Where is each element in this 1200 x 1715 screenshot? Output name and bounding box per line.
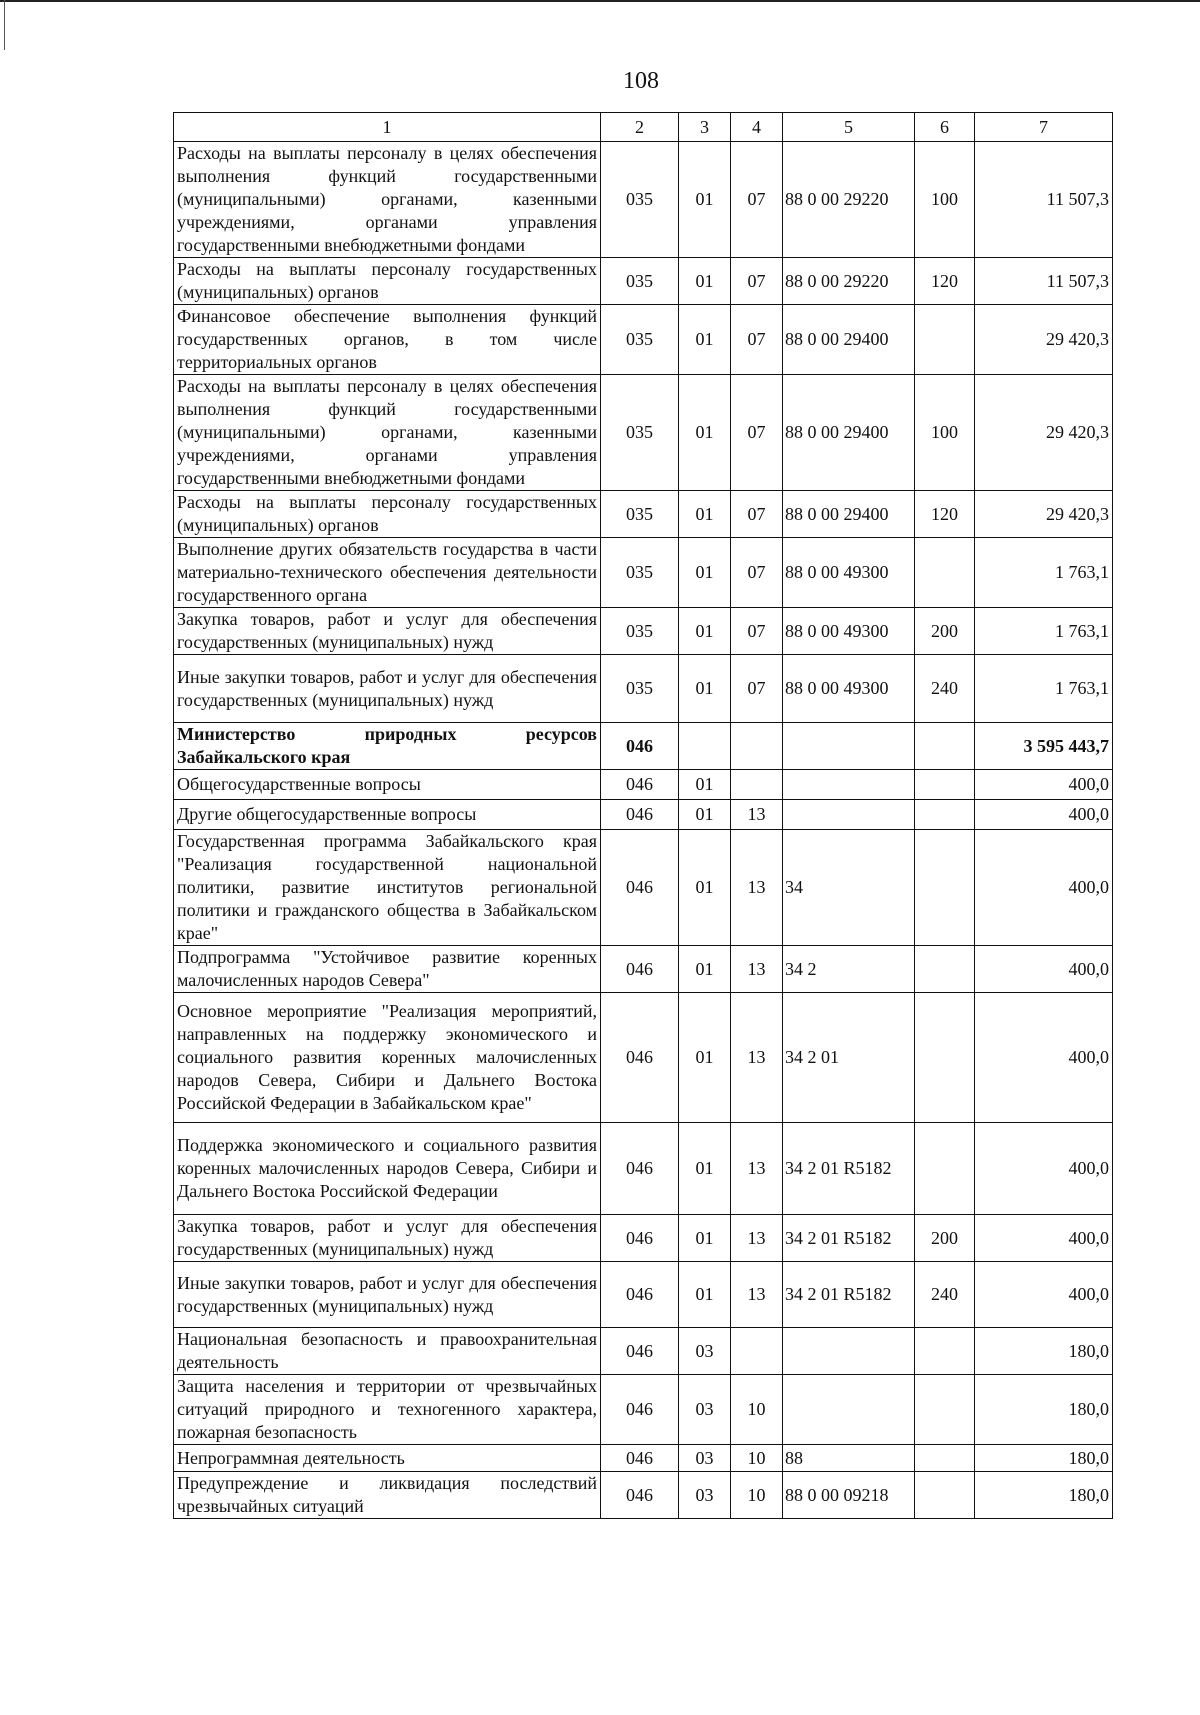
row-csr-code: 88 0 00 29220: [783, 142, 915, 258]
table-row: [174, 1215, 1113, 1262]
row-pr-code: [731, 723, 783, 770]
row-name: Подпрограмма "Устойчивое развитие коренных малочисленных народов Севера": [174, 946, 601, 993]
row-csr-code: 34: [783, 830, 915, 946]
row-csr-code: 88 0 00 29400: [783, 375, 915, 491]
table-row: [174, 538, 1113, 608]
table-row: [174, 655, 1113, 723]
row-name: Иные закупки товаров, работ и услуг для обеспечения государственных (муниципальных) нужд: [174, 1262, 601, 1328]
row-rz-code: 01: [679, 258, 731, 305]
table-row: [174, 723, 1113, 770]
row-pr-code: 10: [731, 1472, 783, 1519]
table-row: [174, 770, 1113, 800]
row-sum: 11 507,3: [975, 258, 1113, 305]
row-csr-code: 88 0 00 49300: [783, 608, 915, 655]
row-sum: 3 595 443,7: [975, 723, 1113, 770]
row-csr-code: [783, 723, 915, 770]
row-vr-code: [915, 538, 975, 608]
row-pr-code: 10: [731, 1375, 783, 1445]
row-sum: 400,0: [975, 800, 1113, 830]
row-pr-code: 13: [731, 1123, 783, 1215]
row-gr-code: 046: [601, 830, 679, 946]
row-name: Защита населения и территории от чрезвычайных ситуаций природного и техногенного характера, пожарная безопасность: [174, 1375, 601, 1445]
row-gr-code: 035: [601, 305, 679, 375]
row-name: Расходы на выплаты персоналу государственных (муниципальных) органов: [174, 491, 601, 538]
row-pr-code: 07: [731, 142, 783, 258]
row-sum: 1 763,1: [975, 655, 1113, 723]
row-name: Расходы на выплаты персоналу государственных (муниципальных) органов: [174, 258, 601, 305]
row-name: Государственная программа Забайкальского края "Реализация государственной национальной политики, развитие институтов региональной политики и гражданского общества в Забайкальском крае": [174, 830, 601, 946]
row-sum: 180,0: [975, 1472, 1113, 1519]
row-pr-code: 07: [731, 491, 783, 538]
row-csr-code: 34 2 01 R5182: [783, 1215, 915, 1262]
row-name: Выполнение других обязательств государства в части материально-технического обеспечения деятельности государственного органа: [174, 538, 601, 608]
col-header-5: 5: [783, 113, 915, 142]
row-rz-code: 01: [679, 993, 731, 1123]
row-sum: 400,0: [975, 993, 1113, 1123]
row-gr-code: 046: [601, 1215, 679, 1262]
table-row: [174, 305, 1113, 375]
row-vr-code: [915, 1472, 975, 1519]
row-rz-code: 01: [679, 375, 731, 491]
row-vr-code: [915, 1328, 975, 1375]
table-row: [174, 993, 1113, 1123]
row-name: Основное мероприятие "Реализация мероприятий, направленных на поддержку экономического и социального развития коренных малочисленных народов Севера, Сибири и Дальнего Востока Российской Федерации в Забайкальском крае": [174, 993, 601, 1123]
row-csr-code: 88 0 00 49300: [783, 655, 915, 723]
row-sum: 400,0: [975, 946, 1113, 993]
row-rz-code: 01: [679, 770, 731, 800]
row-name: Иные закупки товаров, работ и услуг для обеспечения государственных (муниципальных) нужд: [174, 655, 601, 723]
row-name: Общегосударственные вопросы: [174, 770, 601, 800]
row-name: Финансовое обеспечение выполнения функций государственных органов, в том числе территориальных органов: [174, 305, 601, 375]
row-name: Поддержка экономического и социального развития коренных малочисленных народов Севера, Сибири и Дальнего Востока Российской Федерации: [174, 1123, 601, 1215]
col-header-2: 2: [601, 113, 679, 142]
row-pr-code: 07: [731, 305, 783, 375]
row-pr-code: 13: [731, 993, 783, 1123]
row-vr-code: [915, 1123, 975, 1215]
row-sum: 29 420,3: [975, 491, 1113, 538]
row-csr-code: 88: [783, 1445, 915, 1472]
row-name: Расходы на выплаты персоналу в целях обеспечения выполнения функций государственными (муниципальными) органами, казенными учреждениями, органами управления государственными внебюджетными фондами: [174, 142, 601, 258]
row-csr-code: 88 0 00 29220: [783, 258, 915, 305]
row-pr-code: 13: [731, 1215, 783, 1262]
row-vr-code: 100: [915, 142, 975, 258]
row-sum: 11 507,3: [975, 142, 1113, 258]
row-sum: 29 420,3: [975, 305, 1113, 375]
row-csr-code: 88 0 00 29400: [783, 305, 915, 375]
row-sum: 29 420,3: [975, 375, 1113, 491]
row-rz-code: 01: [679, 830, 731, 946]
col-header-6: 6: [915, 113, 975, 142]
row-vr-code: 240: [915, 655, 975, 723]
row-rz-code: 03: [679, 1375, 731, 1445]
row-vr-code: [915, 800, 975, 830]
header-row: [174, 113, 1113, 142]
row-sum: 400,0: [975, 1215, 1113, 1262]
table-row: [174, 258, 1113, 305]
row-name: Расходы на выплаты персоналу в целях обеспечения выполнения функций государственными (муниципальными) органами, казенными учреждениями, органами управления государственными внебюджетными фондами: [174, 375, 601, 491]
row-gr-code: 046: [601, 1472, 679, 1519]
row-gr-code: 046: [601, 946, 679, 993]
row-name: Закупка товаров, работ и услуг для обеспечения государственных (муниципальных) нужд: [174, 608, 601, 655]
row-pr-code: 10: [731, 1445, 783, 1472]
row-sum: 400,0: [975, 830, 1113, 946]
row-csr-code: 88 0 00 29400: [783, 491, 915, 538]
row-sum: 180,0: [975, 1445, 1113, 1472]
row-gr-code: 046: [601, 1375, 679, 1445]
row-gr-code: 046: [601, 1328, 679, 1375]
row-name: Национальная безопасность и правоохранительная деятельность: [174, 1328, 601, 1375]
row-vr-code: [915, 723, 975, 770]
table-row: [174, 1262, 1113, 1328]
row-rz-code: [679, 723, 731, 770]
row-name: Закупка товаров, работ и услуг для обеспечения государственных (муниципальных) нужд: [174, 1215, 601, 1262]
row-pr-code: 13: [731, 830, 783, 946]
row-vr-code: [915, 830, 975, 946]
row-rz-code: 01: [679, 608, 731, 655]
row-gr-code: 046: [601, 723, 679, 770]
table-row: [174, 375, 1113, 491]
row-rz-code: 01: [679, 538, 731, 608]
col-header-7: 7: [975, 113, 1113, 142]
row-gr-code: 035: [601, 491, 679, 538]
row-pr-code: 13: [731, 1262, 783, 1328]
row-csr-code: 34 2 01 R5182: [783, 1123, 915, 1215]
row-pr-code: [731, 1328, 783, 1375]
row-csr-code: [783, 770, 915, 800]
row-gr-code: 035: [601, 655, 679, 723]
row-pr-code: 07: [731, 375, 783, 491]
row-gr-code: 046: [601, 993, 679, 1123]
col-header-3: 3: [679, 113, 731, 142]
row-vr-code: 100: [915, 375, 975, 491]
row-gr-code: 035: [601, 375, 679, 491]
row-vr-code: 200: [915, 608, 975, 655]
row-vr-code: 240: [915, 1262, 975, 1328]
scan-border-top: [0, 0, 1200, 2]
row-csr-code: 34 2 01: [783, 993, 915, 1123]
row-rz-code: 01: [679, 142, 731, 258]
row-rz-code: 03: [679, 1472, 731, 1519]
row-gr-code: 046: [601, 1445, 679, 1472]
row-pr-code: 07: [731, 655, 783, 723]
page-number: 108: [623, 68, 659, 94]
row-rz-code: 01: [679, 1215, 731, 1262]
col-header-4: 4: [731, 113, 783, 142]
row-rz-code: 01: [679, 491, 731, 538]
row-gr-code: 046: [601, 1123, 679, 1215]
row-sum: 400,0: [975, 1123, 1113, 1215]
row-pr-code: [731, 770, 783, 800]
budget-table: [173, 112, 1113, 1519]
row-gr-code: 046: [601, 1262, 679, 1328]
row-pr-code: 13: [731, 800, 783, 830]
row-vr-code: 120: [915, 491, 975, 538]
row-csr-code: [783, 800, 915, 830]
table-row: [174, 1123, 1113, 1215]
row-sum: 180,0: [975, 1328, 1113, 1375]
table-row: [174, 608, 1113, 655]
table-row: [174, 1375, 1113, 1445]
row-pr-code: 07: [731, 608, 783, 655]
row-pr-code: 07: [731, 538, 783, 608]
row-csr-code: 34 2: [783, 946, 915, 993]
row-csr-code: 88 0 00 49300: [783, 538, 915, 608]
table-row: [174, 830, 1113, 946]
row-rz-code: 01: [679, 800, 731, 830]
row-sum: 400,0: [975, 1262, 1113, 1328]
row-pr-code: 13: [731, 946, 783, 993]
table-row: [174, 1472, 1113, 1519]
row-sum: 1 763,1: [975, 538, 1113, 608]
table-row: [174, 1328, 1113, 1375]
row-gr-code: 035: [601, 142, 679, 258]
row-rz-code: 01: [679, 305, 731, 375]
row-gr-code: 046: [601, 770, 679, 800]
row-csr-code: [783, 1375, 915, 1445]
table-body: [174, 142, 1113, 1519]
table-row: [174, 946, 1113, 993]
row-sum: 400,0: [975, 770, 1113, 800]
col-header-1: 1: [174, 113, 601, 142]
row-rz-code: 01: [679, 1262, 731, 1328]
row-pr-code: 07: [731, 258, 783, 305]
row-rz-code: 03: [679, 1328, 731, 1375]
table-row: [174, 491, 1113, 538]
row-gr-code: 035: [601, 608, 679, 655]
row-name: Другие общегосударственные вопросы: [174, 800, 601, 830]
row-vr-code: [915, 305, 975, 375]
scan-border-left: [4, 0, 5, 50]
row-vr-code: [915, 946, 975, 993]
table-row: [174, 800, 1113, 830]
row-name: Министерство природных ресурсов Забайкальского края: [174, 723, 601, 770]
row-gr-code: 035: [601, 538, 679, 608]
row-vr-code: [915, 1375, 975, 1445]
row-vr-code: 120: [915, 258, 975, 305]
row-rz-code: 03: [679, 1445, 731, 1472]
row-csr-code: [783, 1328, 915, 1375]
table-row: [174, 1445, 1113, 1472]
row-csr-code: 34 2 01 R5182: [783, 1262, 915, 1328]
row-csr-code: 88 0 00 09218: [783, 1472, 915, 1519]
row-rz-code: 01: [679, 946, 731, 993]
row-name: Непрограммная деятельность: [174, 1445, 601, 1472]
row-gr-code: 046: [601, 800, 679, 830]
row-sum: 180,0: [975, 1375, 1113, 1445]
row-rz-code: 01: [679, 1123, 731, 1215]
row-vr-code: 200: [915, 1215, 975, 1262]
row-vr-code: [915, 993, 975, 1123]
row-sum: 1 763,1: [975, 608, 1113, 655]
row-gr-code: 035: [601, 258, 679, 305]
table-row: [174, 142, 1113, 258]
row-name: Предупреждение и ликвидация последствий чрезвычайных ситуаций: [174, 1472, 601, 1519]
row-vr-code: [915, 770, 975, 800]
row-vr-code: [915, 1445, 975, 1472]
row-rz-code: 01: [679, 655, 731, 723]
